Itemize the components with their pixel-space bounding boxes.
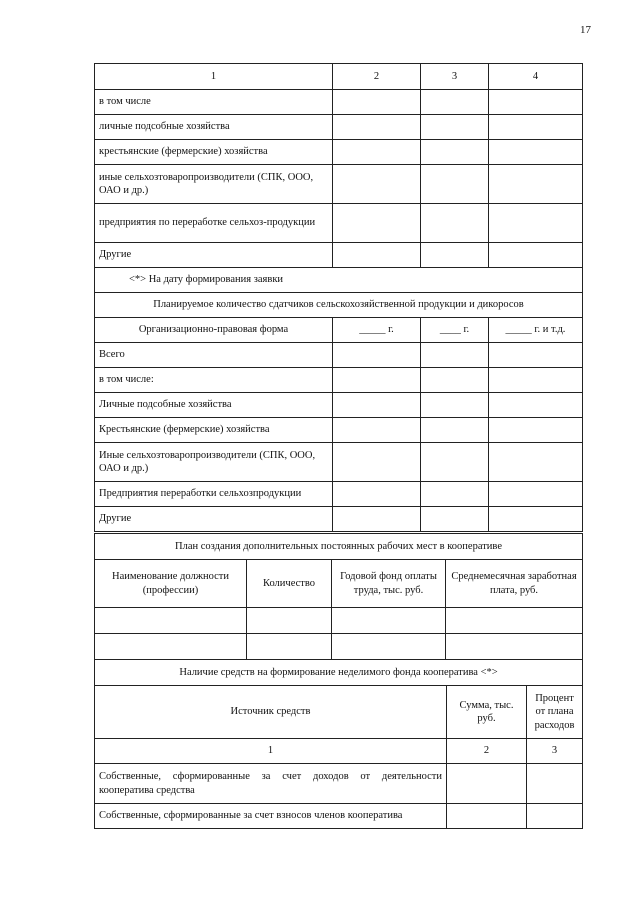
number-cell: 1: [95, 739, 447, 764]
header-cell: Процент от плана расходов: [527, 686, 583, 739]
value-cell[interactable]: [95, 634, 247, 660]
table-row: [95, 443, 583, 482]
value-cell[interactable]: [489, 140, 583, 165]
value-cell[interactable]: [421, 165, 489, 204]
table-row: [95, 343, 583, 368]
subheader-cell: _____ г. и т.д.: [489, 318, 583, 343]
value-cell[interactable]: [446, 608, 583, 634]
value-cell[interactable]: [421, 443, 489, 482]
section-title-row: [95, 293, 583, 318]
subheader-cell: Организационно-правовая форма: [95, 318, 333, 343]
value-cell[interactable]: [333, 165, 421, 204]
table-row: [95, 204, 583, 243]
footnote: <*> На дату формирования заявки: [95, 268, 583, 293]
value-cell[interactable]: [527, 804, 583, 829]
row-label: в том числе:: [95, 368, 333, 393]
row-label: иные сельхозтоваропроизводители (СПК, ООО, ОАО и др.): [95, 165, 333, 204]
header-row: [95, 686, 583, 739]
value-cell[interactable]: [447, 764, 527, 804]
header-cell: Количество: [247, 560, 332, 608]
value-cell[interactable]: [421, 90, 489, 115]
header-row: [95, 560, 583, 608]
header-cell: Наименование должности (профессии): [95, 560, 247, 608]
table-row: [95, 482, 583, 507]
table-row: [95, 140, 583, 165]
value-cell[interactable]: [489, 368, 583, 393]
section-title-row: [95, 660, 583, 686]
value-cell[interactable]: [247, 608, 332, 634]
value-cell[interactable]: [333, 368, 421, 393]
table-row: [95, 507, 583, 532]
header-cell: Источник средств: [95, 686, 447, 739]
value-cell[interactable]: [333, 393, 421, 418]
table-row: [95, 764, 583, 804]
table-row: [95, 90, 583, 115]
table-row: [95, 115, 583, 140]
value-cell[interactable]: [333, 443, 421, 482]
value-cell[interactable]: [333, 204, 421, 243]
page-number: 17: [580, 24, 591, 36]
number-cell: 2: [447, 739, 527, 764]
value-cell[interactable]: [332, 608, 446, 634]
value-cell[interactable]: [489, 343, 583, 368]
value-cell[interactable]: [333, 140, 421, 165]
row-label: предприятия по переработке сельхоз-продукции: [95, 204, 333, 243]
value-cell[interactable]: [447, 804, 527, 829]
value-cell[interactable]: [333, 507, 421, 532]
value-cell[interactable]: [489, 482, 583, 507]
subheader-row: [95, 318, 583, 343]
row-label: Собственные, сформированные за счет доходов от деятельности кооператива средства: [95, 764, 447, 804]
value-cell[interactable]: [446, 634, 583, 660]
subheader-cell: _____ г.: [333, 318, 421, 343]
row-label: Собственные, сформированные за счет взносов членов кооператива: [95, 804, 447, 829]
value-cell[interactable]: [421, 140, 489, 165]
value-cell[interactable]: [421, 368, 489, 393]
header-cell: Годовой фонд оплаты труда, тыс. руб.: [332, 560, 446, 608]
row-label: крестьянские (фермерские) хозяйства: [95, 140, 333, 165]
table-row: [95, 608, 583, 634]
table-row: [95, 393, 583, 418]
table-row: [95, 804, 583, 829]
header-cell: 2: [333, 64, 421, 90]
value-cell[interactable]: [421, 204, 489, 243]
value-cell[interactable]: [489, 165, 583, 204]
value-cell[interactable]: [95, 608, 247, 634]
footnote-row: [95, 268, 583, 293]
value-cell[interactable]: [333, 115, 421, 140]
value-cell[interactable]: [421, 343, 489, 368]
value-cell[interactable]: [489, 115, 583, 140]
header-row: [95, 64, 583, 90]
value-cell[interactable]: [333, 90, 421, 115]
table-row: [95, 634, 583, 660]
value-cell[interactable]: [421, 507, 489, 532]
row-label: Всего: [95, 343, 333, 368]
number-cell: 3: [527, 739, 583, 764]
value-cell[interactable]: [333, 482, 421, 507]
table-row: [95, 418, 583, 443]
section-title: Наличие средств на формирование неделимого фонда кооператива <*>: [95, 660, 583, 686]
header-cell: 1: [95, 64, 333, 90]
value-cell[interactable]: [421, 418, 489, 443]
row-label: Крестьянские (фермерские) хозяйства: [95, 418, 333, 443]
table-row: [95, 165, 583, 204]
row-label: личные подсобные хозяйства: [95, 115, 333, 140]
row-label: в том числе: [95, 90, 333, 115]
row-label: Иные сельхозтоваропроизводители (СПК, ООО, ОАО и др.): [95, 443, 333, 482]
section-title: План создания дополнительных постоянных рабочих мест в кооперативе: [95, 534, 583, 560]
row-label: Предприятия переработки сельхозпродукции: [95, 482, 333, 507]
value-cell[interactable]: [333, 243, 421, 268]
value-cell[interactable]: [332, 634, 446, 660]
number-row: [95, 739, 583, 764]
value-cell[interactable]: [421, 243, 489, 268]
section-title-row: [95, 534, 583, 560]
header-cell: Сумма, тыс. руб.: [447, 686, 527, 739]
value-cell[interactable]: [489, 243, 583, 268]
header-cell: 3: [421, 64, 489, 90]
value-cell[interactable]: [489, 393, 583, 418]
section-title: Планируемое количество сдатчиков сельскохозяйственной продукции и дикоросов: [95, 293, 583, 318]
subheader-cell: ____ г.: [421, 318, 489, 343]
row-label: Другие: [95, 243, 333, 268]
value-cell[interactable]: [421, 115, 489, 140]
value-cell[interactable]: [489, 90, 583, 115]
value-cell[interactable]: [333, 343, 421, 368]
row-label: Другие: [95, 507, 333, 532]
producers-table: [94, 63, 583, 532]
fund-table: [94, 659, 583, 829]
value-cell[interactable]: [421, 393, 489, 418]
value-cell[interactable]: [421, 482, 489, 507]
value-cell[interactable]: [527, 764, 583, 804]
jobs-table: [94, 533, 583, 660]
value-cell[interactable]: [489, 443, 583, 482]
table-row: [95, 368, 583, 393]
value-cell[interactable]: [489, 507, 583, 532]
header-cell: 4: [489, 64, 583, 90]
value-cell[interactable]: [247, 634, 332, 660]
value-cell[interactable]: [489, 418, 583, 443]
table-row: [95, 243, 583, 268]
row-label: Личные подсобные хозяйства: [95, 393, 333, 418]
value-cell[interactable]: [333, 418, 421, 443]
value-cell[interactable]: [489, 204, 583, 243]
header-cell: Среднемесячная заработная плата, руб.: [446, 560, 583, 608]
